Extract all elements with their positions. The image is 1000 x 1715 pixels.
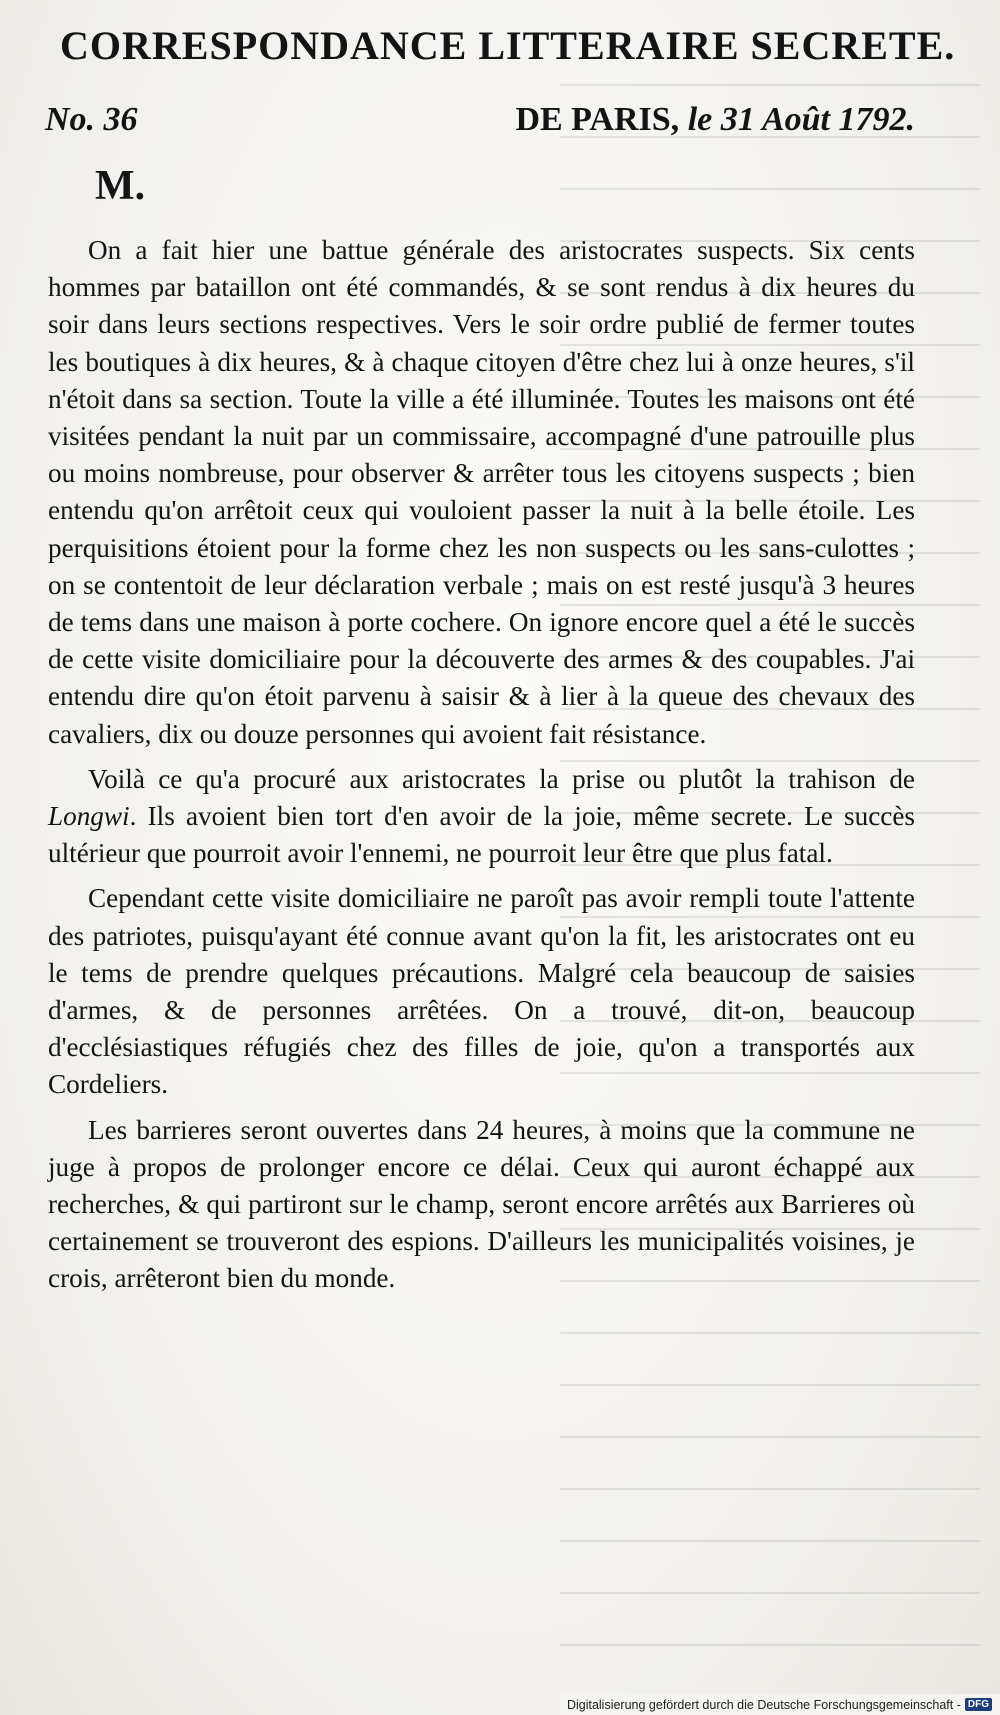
paragraph-2-start: Voilà ce qu'a procuré aux aristocrates la prise ou plutôt la trahison de <box>88 763 915 794</box>
dateline <box>515 101 915 139</box>
paragraph-2 <box>48 761 915 873</box>
dateline-date: le 31 Août 1792. <box>687 101 915 138</box>
salutation: M. <box>95 163 146 209</box>
paragraph-4: Les barrieres seront ouvertes dans 24 heures, à moins que la commune ne juge à propos de prolonger encore ce délai. Ceux qui auront échappé aux recherches, & qui partiront sur le champ, seront encore arrêtés aux Barrieres où certainement se trouveront des espions. D'ailleurs les municipalités voisines, je crois, arrêteront bien du monde. <box>48 1114 915 1294</box>
digitization-credit <box>560 1694 1000 1715</box>
place-name-longwi: Longwi <box>48 801 130 832</box>
paragraph-3: Cependant cette visite domiciliaire ne paroît pas avoir rempli toute l'attente des patriotes, puisqu'ayant été connue avant qu'on la fit, les aristocrates ont eu le tems de prendre quelques précautions. Malgré cela beaucoup de saisies d'armes, & de personnes arrêtées. On a trouvé, dit-on, beaucoup d'ecclésiastiques réfugiés chez des filles de joie, qu'on a transportés aux Cordeliers. <box>48 883 915 1100</box>
letter-body <box>48 232 915 1298</box>
credit-text: Digitalisierung gefördert durch die Deutsche Forschungsgemeinschaft - <box>566 1697 961 1712</box>
publication-title: CORRESPONDANCE LITTERAIRE SECRETE. <box>60 23 956 68</box>
paragraph-1: On a fait hier une battue générale des aristocrates suspects. Six cents hommes par bataillon ont été commandés, & se sont rendus à dix heures du soir dans leurs sections respectives. Vers le soir ordre publié de fermer toutes les boutiques à dix heures, & à chaque citoyen d'être chez lui à onze heures, s'il n'étoit dans sa section. Toute la ville a été illuminée. Toutes les maisons ont été visitées pendant la nuit par un commissaire, accompagné d'une patrouille plus ou moins nombreuse, pour observer & arrêter tous les citoyens suspects ; bien entendu qu'on arrêtoit ceux qui vouloient passer la nuit à la belle étoile. Les perquisitions étoient pour la forme chez les non suspects ou les sans-culottes ; on se contentoit de leur déclaration verbale ; mais on est resté jusqu'à 3 heures de tems dans une maison à porte cochere. On ignore encore quel a été le succès de cette visite domiciliaire pour la découverte des armes & des coupables. J'ai entendu dire qu'on étoit parvenu à saisir & à lier à la queue des chevaux des cavaliers, dix ou douze personnes qui avoient fait résistance. <box>48 235 915 749</box>
paragraph-2-end: . Ils avoient bien tort d'en avoir de la joie, même secrete. Le succès ultérieur que pourroit avoir l'ennemi, ne pourroit leur être que plus fatal. <box>48 801 915 869</box>
dateline-place: DE PARIS, <box>515 101 688 138</box>
issue-dateline-row <box>45 101 915 139</box>
issue-number: No. 36 <box>45 101 138 138</box>
dfg-logo: DFG <box>965 1698 992 1711</box>
